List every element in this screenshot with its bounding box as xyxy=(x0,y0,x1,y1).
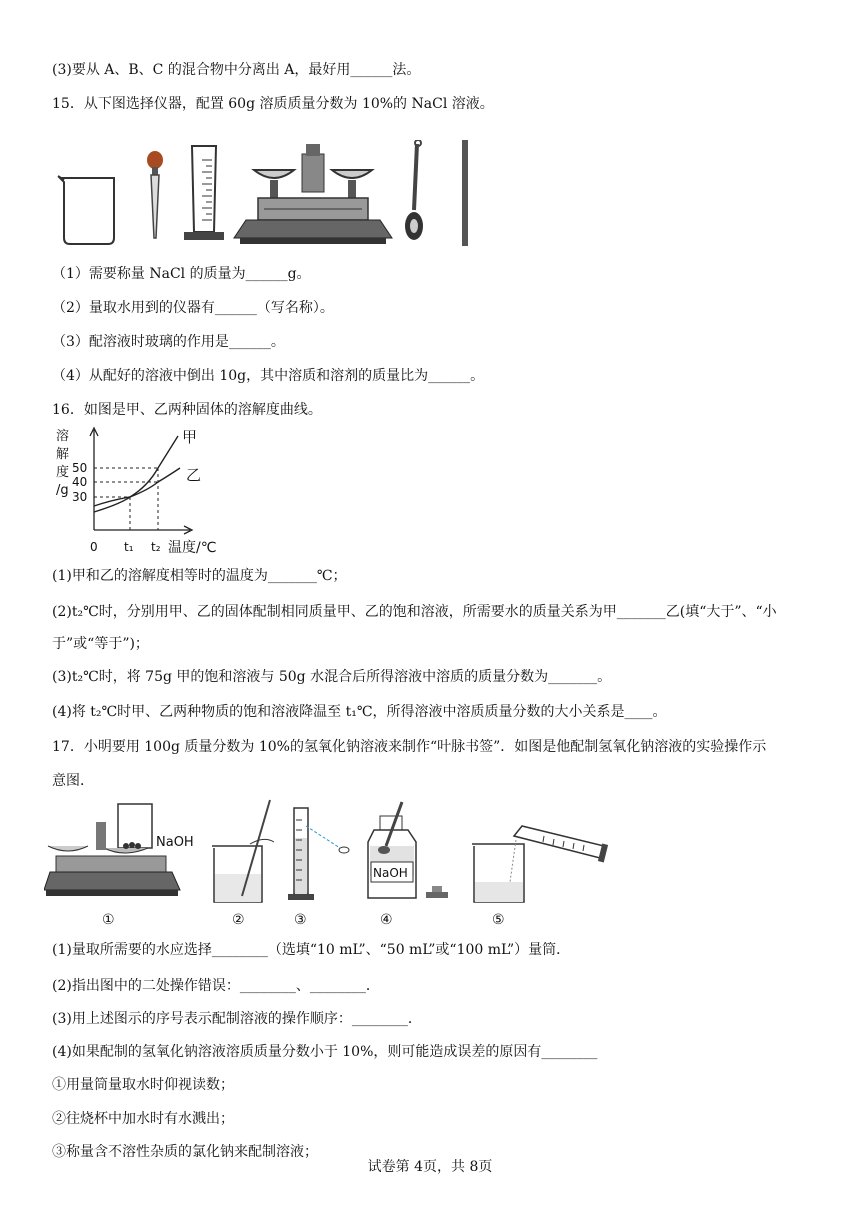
step3-measuring-illustration xyxy=(288,808,349,928)
step-label-3: ③ xyxy=(294,912,307,928)
glass-rod-icon xyxy=(462,140,468,246)
balance-icon xyxy=(234,144,392,244)
step2-dissolving-illustration xyxy=(212,800,274,928)
series-label-yi: 乙 xyxy=(186,466,202,484)
spoon-icon xyxy=(405,140,423,240)
q17-part3: (3)用上述图示的序号表示配制溶液的操作顺序：________． xyxy=(52,1011,422,1027)
q17-part2: (2)指出图中的二处操作错误：________、________． xyxy=(52,978,380,994)
y-label-char-3: 度 xyxy=(56,465,70,480)
y-label-char-2: 解 xyxy=(56,447,70,462)
y-tick-40: 40 xyxy=(72,475,88,489)
series-label-jia: 甲 xyxy=(182,428,198,446)
naoh-label: NaOH xyxy=(156,835,194,850)
q17-option-2: ②往烧杯中加水时有水溅出； xyxy=(52,1111,234,1127)
q16-part1: (1)甲和乙的溶解度相等时的温度为_______℃； xyxy=(52,568,347,584)
y-tick-50: 50 xyxy=(72,461,88,475)
q15-stem: 15．从下图选择仪器，配置 60g 溶质质量分数为 10%的 NaCl 溶液。 xyxy=(52,96,494,112)
step-label-5: ⑤ xyxy=(492,912,505,928)
q15-part4: （4）从配好的溶液中倒出 10g，其中溶质和溶剂的质量比为______。 xyxy=(52,368,485,384)
q17-part4: (4)如果配制的氢氧化钠溶液溶质质量分数小于 10%，则可能造成误差的原因有________ xyxy=(52,1044,598,1060)
y-tick-30: 30 xyxy=(72,490,88,504)
q15-part3: （3）配溶液时玻璃的作用是______。 xyxy=(52,334,285,350)
q17-stem-b: 意图． xyxy=(52,773,94,789)
beaker-icon xyxy=(58,176,114,244)
q17-option-3: ③称量含不溶性杂质的氯化钠来配制溶液； xyxy=(52,1144,318,1160)
curve-jia xyxy=(94,436,178,512)
x-tick-t1: t₁ xyxy=(124,540,134,554)
curve-yi xyxy=(94,468,180,506)
q16-part2-b: 于”或“等于”)； xyxy=(52,636,149,652)
q15-part1: （1）需要称量 NaCl 的质量为______g。 xyxy=(52,266,311,282)
q17-option-1: ①用量筒量取水时仰视读数； xyxy=(52,1077,234,1093)
dropper-icon xyxy=(147,151,163,238)
step1-weighing-illustration xyxy=(44,804,194,928)
y-label-char-4: /g xyxy=(56,483,69,498)
page-footer: 试卷第 4页，共 8页 xyxy=(367,1159,493,1175)
step-label-4: ④ xyxy=(380,912,393,928)
step-label-2: ② xyxy=(232,912,245,928)
q16-part4: (4)将 t₂℃时甲、乙两种物质的饱和溶液降温至 t₁℃，所得溶液中溶质质量分数的大小关系是____。 xyxy=(52,704,667,720)
y-label-char-1: 溶 xyxy=(56,429,70,444)
q15-apparatus-figure xyxy=(52,140,492,252)
solubility-curve-figure xyxy=(50,424,230,560)
step4-bottle-illustration xyxy=(368,802,448,928)
step5-pouring-illustration xyxy=(472,826,608,928)
q16-stem: 16．如图是甲、乙两种固体的溶解度曲线。 xyxy=(52,402,322,418)
q16-part3: (3)t₂℃时，将 75g 甲的饱和溶液与 50g 水混合后所得溶液中溶质的质量分数为_______。 xyxy=(52,669,612,685)
x-tick-0: 0 xyxy=(90,540,98,554)
x-tick-t2: t₂ xyxy=(151,540,161,554)
q17-procedure-figure xyxy=(44,796,614,932)
q16-part2-a: (2)t₂℃时，分别用甲、乙的固体配制相同质量甲、乙的饱和溶液，所需要水的质量关系为甲_______乙(填“大于”、“小 xyxy=(52,604,777,620)
x-axis-label: 温度/℃ xyxy=(168,540,217,556)
bottle-label: NaOH xyxy=(373,866,408,880)
graduated-cylinder-icon xyxy=(184,146,224,240)
step-label-1: ① xyxy=(102,912,115,928)
q15-part2: （2）量取水用到的仪器有______（写名称）。 xyxy=(52,300,334,316)
q14-part3: (3)要从 A、B、C 的混合物中分离出 A，最好用______法。 xyxy=(52,62,421,78)
q17-part1: (1)量取所需要的水应选择________（选填“10 mL”、“50 mL”或“100 mL”）量筒． xyxy=(52,942,571,958)
q17-stem-a: 17．小明要用 100g 质量分数为 10%的氢氧化钠溶液来制作“叶脉书签”．如图是他配制氢氧化钠溶液的实验操作示 xyxy=(52,739,767,755)
